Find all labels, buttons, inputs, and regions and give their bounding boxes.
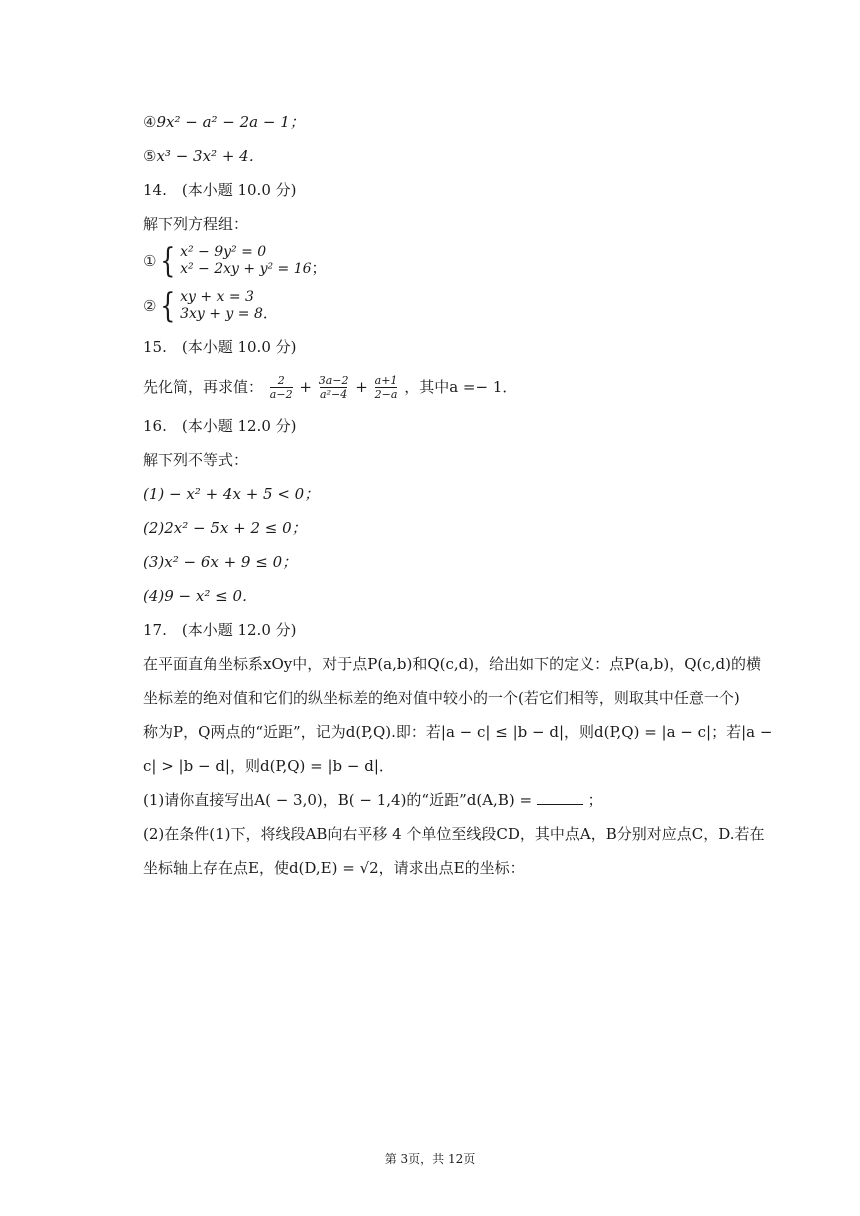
inequality-3: (3)x² − 6x + 9 ≤ 0； xyxy=(143,553,298,571)
fraction: $\frac{2}{a-2}$ xyxy=(269,374,293,401)
fraction: $\frac{a+1}{2-a}$ xyxy=(374,374,398,401)
inequality-2: (2)2x² − 5x + 2 ≤ 0； xyxy=(143,519,307,537)
q17-text-2: 坐标差的绝对值和它们的纵坐标差的绝对值中较小的一个(若它们相等，则取其中任意一个) xyxy=(143,689,740,707)
q17-part-1: (1)请你直接写出A( − 3,0)，B( − 1,4)的“近距”d(A,B) = ； xyxy=(143,791,603,809)
q17-header: 17. (本小题 12.0 分) xyxy=(143,621,297,639)
q16-prompt: 解下列不等式： xyxy=(143,451,249,469)
q17-text-4: c| > |b − d|，则d(P,Q) = |b − d|． xyxy=(143,757,394,775)
q17-text-3: 称为P，Q两点的“近距”，记为d(P,Q).即：若|a − c| ≤ |b − d|，则d(P,Q) = |a − c|；若|a − xyxy=(143,723,773,741)
q17-part-2-cont: 坐标轴上存在点E，使d(D,E) = √2，请求出点E的坐标： xyxy=(143,859,525,877)
brace-icon: { xyxy=(160,286,176,326)
answer-blank xyxy=(537,790,583,805)
fraction: $\frac{3a-2}{\text{a²−4}}$ xyxy=(318,374,349,401)
q15-header: 15. (本小题 10.0 分) xyxy=(143,338,297,356)
equation-system-2: ② { xy + x = 3 3xy + y = 8 ． xyxy=(143,286,278,326)
equation-system-1: ① { x² − 9y² = 0 x² − 2xy + y² = 16 ； xyxy=(143,241,327,281)
q17-text-1: 在平面直角坐标系xOy中，对于点P(a,b)和Q(c,d)，给出如下的定义：点P(a,b)，Q(c,d)的横 xyxy=(143,655,761,673)
q17-part-2: (2)在条件(1)下，将线段AB向右平移 4 个单位至线段CD，其中点A，B分别对应点C，D.若在 xyxy=(143,825,765,843)
inequality-1: (1) − x² + 4x + 5 < 0； xyxy=(143,485,320,503)
q15-body: 先化简，再求值： $\frac{2}{a-2}$ + $\frac{3a-2}{\text{a²−4}}$ + $\frac{a+1}{2-a}$ ，其中a =− 1． xyxy=(143,374,518,401)
q16-header: 16. (本小题 12.0 分) xyxy=(143,417,297,435)
item-5: ⑤x³ − 3x² + 4． xyxy=(143,147,264,165)
q14-prompt: 解下列方程组： xyxy=(143,215,249,233)
page-footer: 第 3页，共 12页 xyxy=(384,1152,476,1166)
brace-icon: { xyxy=(160,241,176,281)
inequality-4: (4)9 − x² ≤ 0． xyxy=(143,587,258,605)
q14-header: 14. (本小题 10.0 分) xyxy=(143,181,297,199)
item-4: ④9x² − a² − 2a − 1； xyxy=(143,113,305,131)
